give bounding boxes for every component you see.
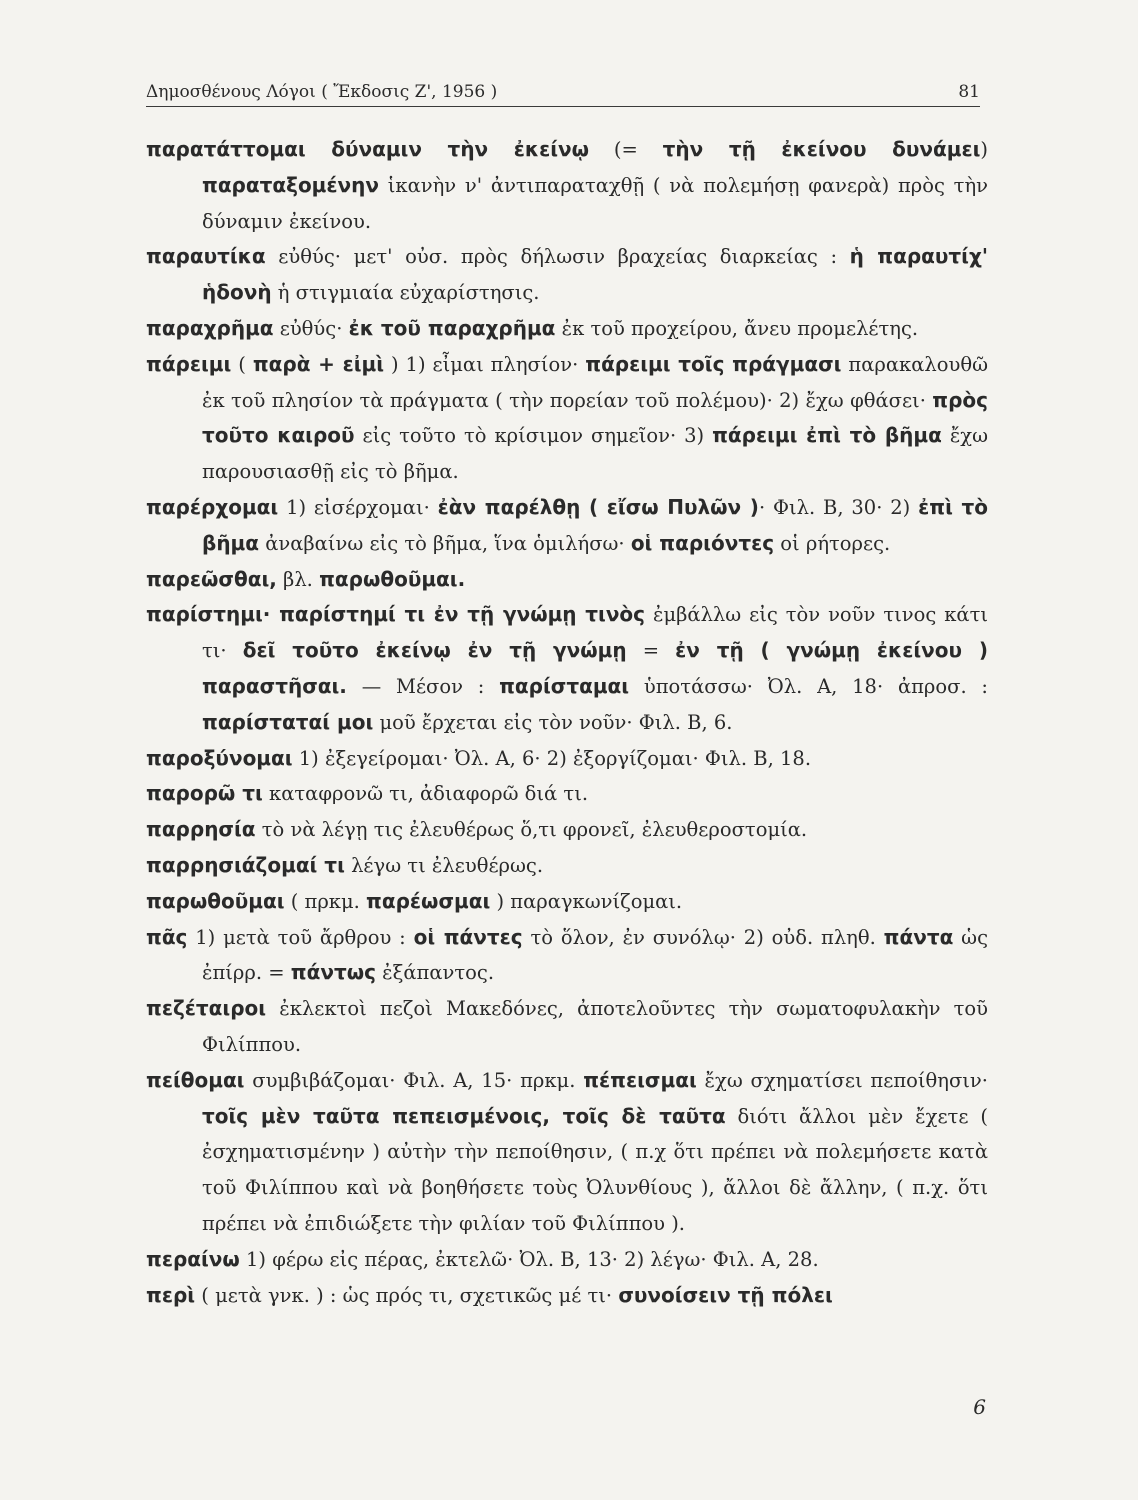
definition-text: ) παραγκωνίζομαι. xyxy=(490,889,683,913)
glossary-entries xyxy=(146,132,988,1313)
signature-mark: 6 xyxy=(973,1395,986,1419)
definition-text: παρακαλουθῶ ἐκ τοῦ πλησίον τὰ πράγματα ( τὴν πορείαν τοῦ πολέμου)· 2) ἔχω φθάσει· xyxy=(202,352,988,412)
glossary-entry xyxy=(146,1278,988,1314)
definition-text: συμβιβάζομαι· Φιλ. Α, 15· πρκμ. xyxy=(244,1068,584,1092)
headword: πεζέταιροι xyxy=(146,996,267,1021)
headword: παρὰ + εἰμὶ xyxy=(252,351,385,376)
glossary-entry xyxy=(146,311,988,347)
headword: τοῖς μὲν ταῦτα πεπεισμένοις, τοῖς δὲ ταῦτα xyxy=(202,1103,726,1128)
headword: τὴν τῇ ἐκείνου δυνάμει xyxy=(662,137,981,161)
definition-text: ἱκανὴν ν' ἀντιπαραταχθῇ ( νὰ πολεμήσῃ φανερὰ) πρὸς τὴν δύναμιν ἐκείνου. xyxy=(202,173,988,233)
glossary-entry xyxy=(146,597,988,740)
definition-text: ) xyxy=(980,138,989,161)
definition-text: 1) μετὰ τοῦ ἄρθρου : xyxy=(187,925,414,949)
definition-text: · Φιλ. Β, 30· 2) xyxy=(758,495,919,519)
headword: παρίστημι· παρίστημί τι ἐν τῇ γνώμῃ τινὸς xyxy=(146,602,646,627)
definition-text: μοῦ ἔρχεται εἰς τὸν νοῦν· Φιλ. Β, 6. xyxy=(373,710,733,734)
headword: περαίνω xyxy=(146,1246,240,1271)
glossary-entry xyxy=(146,812,988,848)
glossary-entry xyxy=(146,920,988,992)
glossary-entry xyxy=(146,490,988,562)
definition-text: ( μετὰ γνκ. ) : ὡς πρός τι, σχετικῶς μέ τι· xyxy=(195,1283,619,1307)
glossary-entry xyxy=(146,239,988,311)
definition-text: ἔχω παρουσιασθῇ εἰς τὸ βῆμα. xyxy=(202,424,988,484)
definition-text: ὑποτάσσω· Ὀλ. Α, 18· ἀπροσ. : xyxy=(629,674,988,698)
definition-text: (= xyxy=(589,138,663,161)
definition-text: τὸ νὰ λέγῃ τις ἐλευθέρως ὅ,τι φρονεῖ, ἐλευθεροστομία. xyxy=(255,818,808,842)
glossary-entry xyxy=(146,848,988,884)
headword: παρωθοῦμαι. xyxy=(319,566,466,591)
headword: συνοίσειν τῇ πόλει xyxy=(618,1282,833,1307)
definition-text: βλ. xyxy=(276,567,320,591)
glossary-entry xyxy=(146,991,988,1063)
glossary-entry xyxy=(146,132,988,239)
headword: πάντα xyxy=(883,924,954,949)
definition-text: ἐκλεκτοὶ πεζοὶ Μακεδόνες, ἀποτελοῦντες τὴν σωματοφυλακὴν τοῦ Φιλίππου. xyxy=(202,997,988,1056)
running-title: Δημοσθένους Λόγοι ( Ἔκδοσις Ζ', 1956 ) xyxy=(146,82,498,102)
glossary-entry xyxy=(146,1063,988,1242)
headword: ἐπὶ τὸ βῆμα xyxy=(202,494,989,555)
definition-text: ) 1) εἶμαι πλησίον· xyxy=(384,352,586,376)
headword: ἐν τῇ ( γνώμῃ ἐκείνου ) παραστῆσαι. xyxy=(202,638,988,698)
headword: πάντως xyxy=(290,960,376,985)
page-number: 81 xyxy=(958,82,980,102)
headword: πάρειμι ἐπὶ τὸ βῆμα xyxy=(712,423,942,448)
headword: παρρησιάζομαί τι xyxy=(146,852,345,877)
definition-text: = xyxy=(626,639,676,663)
headword: οἱ πάντες xyxy=(413,924,523,949)
glossary-entry xyxy=(146,884,988,920)
definition-text: οἱ ρήτορες. xyxy=(774,531,891,555)
definition-text: εἰς τοῦτο τὸ κρίσιμον σημεῖον· 3) xyxy=(354,424,713,448)
definition-text: τὸ ὅλον, ἐν συνόλῳ· 2) οὐδ. πληθ. xyxy=(522,925,884,949)
headword: οἱ παριόντες xyxy=(630,530,775,555)
glossary-entry xyxy=(146,776,988,812)
definition-text: ἐμβάλλω εἰς τὸν νοῦν τινος κάτι τι· xyxy=(202,603,988,663)
definition-text: 1) εἰσέρχομαι· xyxy=(278,495,438,519)
headword: παρεῶσθαι, xyxy=(146,566,277,591)
headword: πρὸς τοῦτο καιροῦ xyxy=(202,387,988,448)
definition-text: — Μέσον : xyxy=(346,674,500,698)
definition-text: 1) φέρω εἰς πέρας, ἐκτελῶ· Ὀλ. Β, 13· 2) λέγω· Φιλ. Α, 28. xyxy=(239,1247,819,1271)
headword: παραυτίκα xyxy=(146,244,266,269)
definition-text: ἐξάπαντος. xyxy=(375,961,495,985)
headword: παρέρχομαι xyxy=(146,494,279,519)
definition-text: ( πρκμ. xyxy=(284,889,367,913)
definition-text: εὐθύς· μετ' οὐσ. πρὸς δήλωσιν βραχείας διαρκείας : xyxy=(265,245,850,269)
headword: ἡ παραυτίχ' ἡδονὴ xyxy=(202,244,988,305)
headword: πάρειμι xyxy=(146,351,232,376)
headword: πείθομαι xyxy=(146,1067,245,1092)
headword: περὶ xyxy=(146,1282,196,1307)
definition-text: ἡ στιγμιαία εὐχαρίστησις. xyxy=(271,281,540,305)
headword: παρωθοῦμαι xyxy=(146,888,285,913)
headword: ἐκ τοῦ παραχρῆμα xyxy=(348,315,556,340)
definition-text: ἀναβαίνω εἰς τὸ βῆμα, ἵνα ὁμιλήσω· xyxy=(259,531,631,555)
glossary-entry xyxy=(146,347,988,490)
headword: ἐὰν παρέλθῃ ( εἴσω Πυλῶν ) xyxy=(437,494,759,519)
glossary-entry xyxy=(146,1242,988,1278)
definition-text: καταφρονῶ τι, ἀδιαφορῶ διά τι. xyxy=(262,782,589,806)
headword: παρίσταταί μοι xyxy=(202,709,374,734)
headword: πᾶς xyxy=(146,924,188,949)
definition-text: ( xyxy=(231,352,253,376)
headword: παραχρῆμα xyxy=(146,315,274,340)
headword: παραταξομένην xyxy=(202,172,380,197)
definition-text: ἔχω σχηματίσει πεποίθησιν· xyxy=(696,1068,988,1092)
definition-text: ἐκ τοῦ προχείρου, ἄνευ προμελέτης. xyxy=(555,316,919,340)
headword: παροξύνομαι xyxy=(146,745,293,770)
definition-text: διότι ἄλλοι μὲν ἔχετε ( ἐσχηματισμένην ) αὐτὴν τὴν πεποίθησιν, ( π.χ ὅτι πρέπει νὰ πολεμήσετε κατὰ τοῦ Φιλίππου καὶ νὰ βοηθήσετε τοὺς Ὀλυνθίους ), ἄλλοι δὲ ἄλλην, ( π.χ. ὅτι πρέπει νὰ ἐπιδιώξετε τὴν φιλίαν τοῦ Φιλίππου ). xyxy=(202,1104,988,1235)
headword: παρίσταμαι xyxy=(499,673,630,698)
headword: δεῖ τοῦτο ἐκείνῳ ἐν τῇ γνώμῃ xyxy=(242,638,627,663)
headword: πέπεισμαι xyxy=(583,1067,697,1092)
running-header xyxy=(146,74,980,107)
headword: παρατάττομαι δύναμιν τὴν ἐκείνῳ xyxy=(146,137,590,161)
glossary-entry xyxy=(146,562,988,598)
definition-text: 1) ἐξεγείρομαι· Ὀλ. Α, 6· 2) ἐξοργίζομαι· Φιλ. Β, 18. xyxy=(292,746,812,770)
headword: παρρησία xyxy=(146,817,256,842)
headword: παρέωσμαι xyxy=(366,888,491,913)
glossary-entry xyxy=(146,741,988,777)
definition-text: ὡς ἐπίρρ. = xyxy=(202,925,989,985)
definition-text: εὐθύς· xyxy=(273,316,349,340)
headword: παρορῶ τι xyxy=(146,781,263,806)
definition-text: λέγω τι ἐλευθέρως. xyxy=(344,853,544,877)
headword: πάρειμι τοῖς πράγμασι xyxy=(585,351,842,376)
